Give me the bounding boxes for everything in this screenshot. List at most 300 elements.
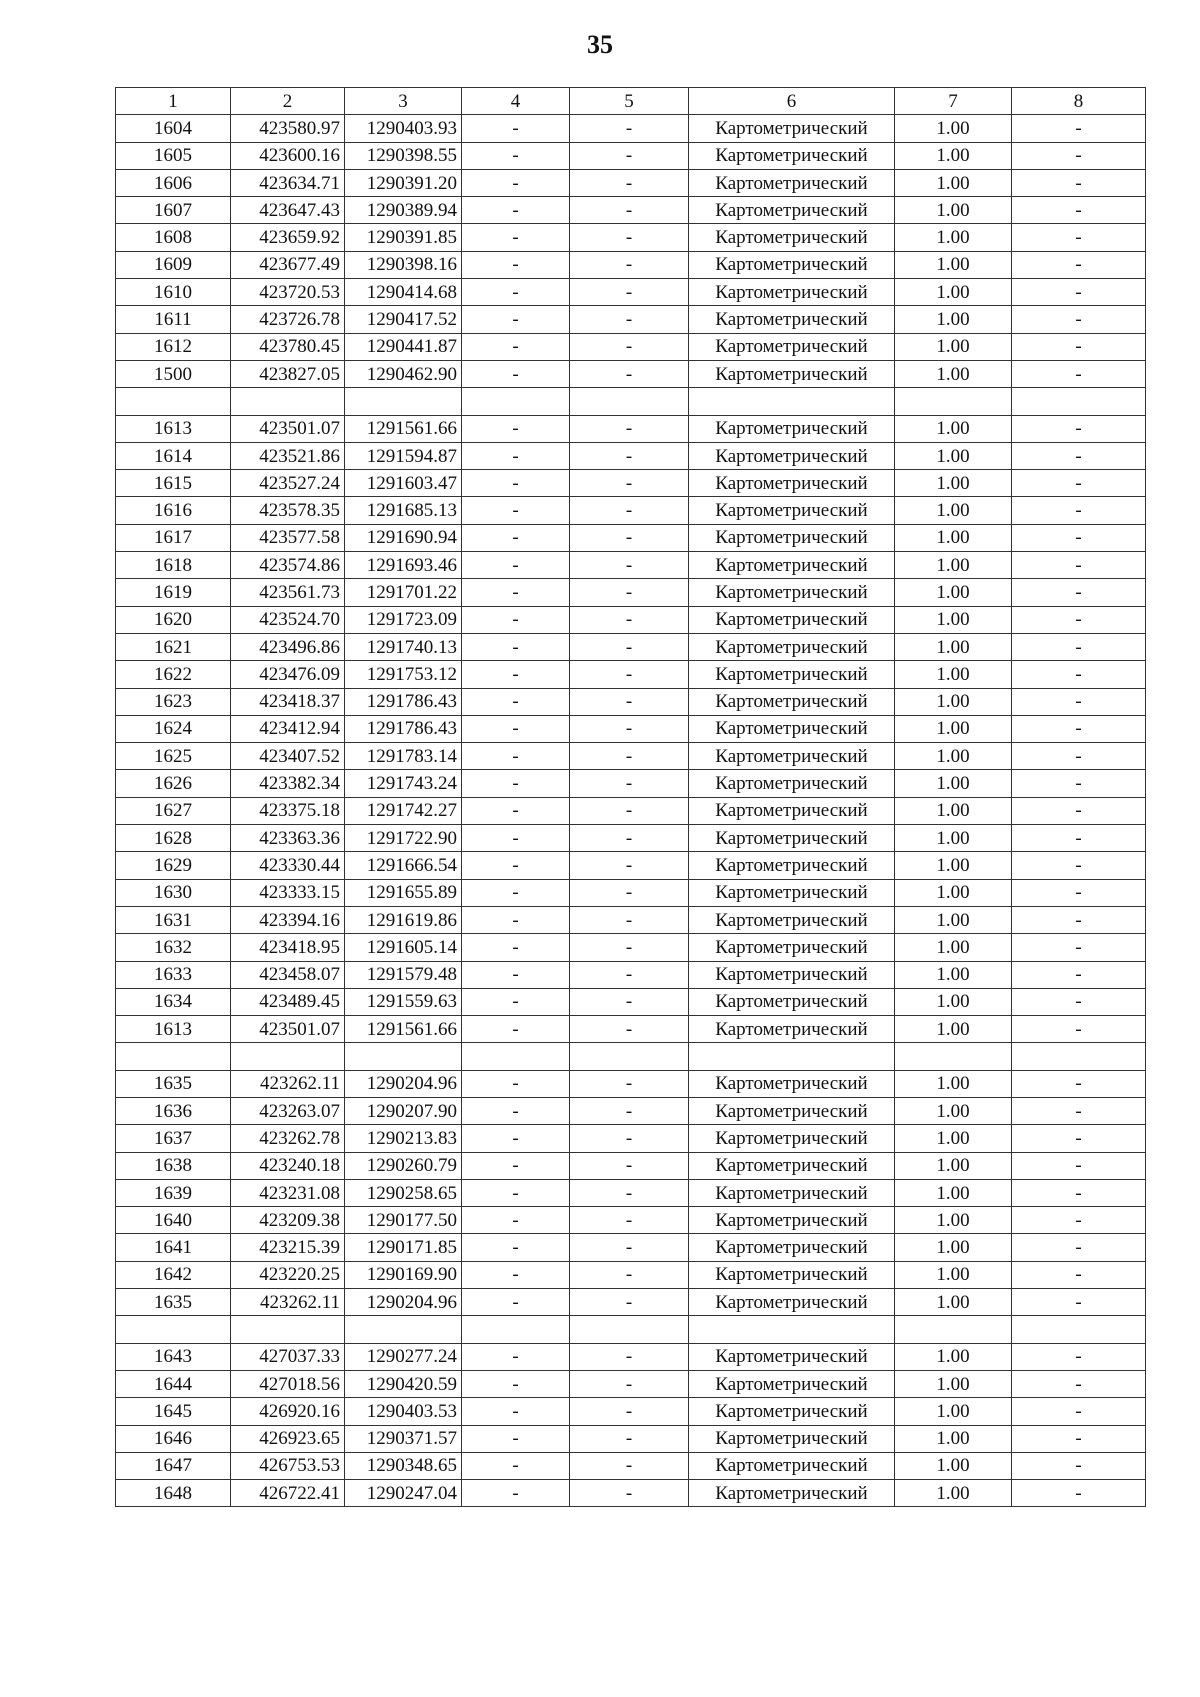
- cell-x-coordinate: 423726.78: [231, 306, 345, 333]
- cell-accuracy: 1.00: [895, 1070, 1012, 1097]
- cell-col-5-value: -: [570, 606, 689, 633]
- cell-y-coordinate: 1290258.65: [345, 1179, 462, 1206]
- cell-accuracy: 1.00: [895, 1398, 1012, 1425]
- cell-col-4-value: -: [462, 770, 570, 797]
- cell-col-4-value: -: [462, 1179, 570, 1206]
- table-row: [116, 934, 1146, 961]
- table-row: [116, 1070, 1146, 1097]
- cell-point-number: 1621: [116, 633, 231, 660]
- cell-col-4-value: -: [462, 1398, 570, 1425]
- cell-col-4-value: -: [462, 1070, 570, 1097]
- cell-col-5-value: -: [570, 825, 689, 852]
- cell-accuracy: 1.00: [895, 743, 1012, 770]
- cell-method: Картометрический: [689, 906, 895, 933]
- cell-col-5-value: -: [570, 715, 689, 742]
- cell-col-5-value: -: [570, 415, 689, 442]
- cell-method: Картометрический: [689, 1425, 895, 1452]
- cell-col-4-value: -: [462, 442, 570, 469]
- cell-x-coordinate: 423209.38: [231, 1207, 345, 1234]
- table-row: [116, 1043, 1146, 1070]
- cell-col-8-value: -: [1012, 1452, 1146, 1479]
- cell-y-coordinate: 1291666.54: [345, 852, 462, 879]
- cell-y-coordinate: [345, 388, 462, 415]
- cell-col-4-value: -: [462, 306, 570, 333]
- cell-col-5-value: -: [570, 1234, 689, 1261]
- cell-col-4-value: -: [462, 606, 570, 633]
- cell-col-8-value: -: [1012, 251, 1146, 278]
- cell-point-number: 1624: [116, 715, 231, 742]
- cell-point-number: 1635: [116, 1070, 231, 1097]
- cell-method: Картометрический: [689, 606, 895, 633]
- table-row: [116, 879, 1146, 906]
- cell-x-coordinate: 423262.11: [231, 1070, 345, 1097]
- cell-accuracy: 1.00: [895, 115, 1012, 142]
- cell-col-4-value: [462, 388, 570, 415]
- cell-y-coordinate: 1290171.85: [345, 1234, 462, 1261]
- cell-x-coordinate: 423574.86: [231, 552, 345, 579]
- cell-col-5-value: -: [570, 743, 689, 770]
- cell-accuracy: 1.00: [895, 1289, 1012, 1316]
- cell-point-number: 1642: [116, 1261, 231, 1288]
- cell-x-coordinate: 423394.16: [231, 906, 345, 933]
- cell-method: Картометрический: [689, 497, 895, 524]
- cell-y-coordinate: 1290391.20: [345, 169, 462, 196]
- cell-method: Картометрический: [689, 169, 895, 196]
- cell-y-coordinate: 1290177.50: [345, 1207, 462, 1234]
- cell-col-4-value: -: [462, 852, 570, 879]
- cell-col-4-value: -: [462, 333, 570, 360]
- cell-point-number: 1605: [116, 142, 231, 169]
- table-row: [116, 579, 1146, 606]
- cell-col-8-value: [1012, 388, 1146, 415]
- cell-point-number: 1609: [116, 251, 231, 278]
- cell-col-5-value: -: [570, 934, 689, 961]
- cell-y-coordinate: 1291723.09: [345, 606, 462, 633]
- cell-col-5-value: -: [570, 470, 689, 497]
- cell-col-8-value: -: [1012, 552, 1146, 579]
- cell-col-5-value: -: [570, 770, 689, 797]
- page-number: 35: [587, 30, 613, 59]
- cell-method: Картометрический: [689, 1125, 895, 1152]
- cell-y-coordinate: 1291753.12: [345, 661, 462, 688]
- cell-point-number: 1614: [116, 442, 231, 469]
- cell-accuracy: 1.00: [895, 961, 1012, 988]
- cell-x-coordinate: 423677.49: [231, 251, 345, 278]
- cell-col-8-value: -: [1012, 961, 1146, 988]
- cell-y-coordinate: 1290277.24: [345, 1343, 462, 1370]
- cell-col-5-value: -: [570, 169, 689, 196]
- cell-col-8-value: -: [1012, 797, 1146, 824]
- cell-accuracy: 1.00: [895, 879, 1012, 906]
- cell-col-4-value: -: [462, 661, 570, 688]
- cell-accuracy: 1.00: [895, 661, 1012, 688]
- cell-y-coordinate: 1290213.83: [345, 1125, 462, 1152]
- cell-col-5-value: -: [570, 1398, 689, 1425]
- table-row: [116, 1316, 1146, 1343]
- cell-point-number: 1625: [116, 743, 231, 770]
- cell-col-4-value: [462, 1043, 570, 1070]
- cell-point-number: 1615: [116, 470, 231, 497]
- header-col-6: 6: [689, 88, 895, 115]
- table-row: [116, 169, 1146, 196]
- cell-col-4-value: -: [462, 415, 570, 442]
- cell-method: Картометрический: [689, 633, 895, 660]
- cell-method: Картометрический: [689, 524, 895, 551]
- table-row: [116, 906, 1146, 933]
- table-row: [116, 988, 1146, 1015]
- cell-col-5-value: [570, 1043, 689, 1070]
- cell-col-8-value: -: [1012, 197, 1146, 224]
- table-row: [116, 552, 1146, 579]
- cell-col-5-value: -: [570, 360, 689, 387]
- cell-method: Картометрический: [689, 1234, 895, 1261]
- cell-col-5-value: -: [570, 661, 689, 688]
- cell-col-8-value: -: [1012, 852, 1146, 879]
- cell-accuracy: 1.00: [895, 770, 1012, 797]
- cell-method: Картометрический: [689, 1016, 895, 1043]
- cell-col-5-value: -: [570, 1207, 689, 1234]
- cell-method: Картометрический: [689, 1070, 895, 1097]
- cell-col-4-value: -: [462, 715, 570, 742]
- cell-col-4-value: -: [462, 1370, 570, 1397]
- cell-point-number: 1634: [116, 988, 231, 1015]
- cell-method: Картометрический: [689, 579, 895, 606]
- table-row: [116, 197, 1146, 224]
- cell-col-4-value: -: [462, 1016, 570, 1043]
- cell-accuracy: 1.00: [895, 1370, 1012, 1397]
- cell-point-number: 1645: [116, 1398, 231, 1425]
- cell-method: [689, 1043, 895, 1070]
- cell-col-8-value: -: [1012, 825, 1146, 852]
- cell-x-coordinate: [231, 1316, 345, 1343]
- cell-x-coordinate: 423382.34: [231, 770, 345, 797]
- table-row: [116, 524, 1146, 551]
- table-row: [116, 1207, 1146, 1234]
- cell-accuracy: 1.00: [895, 415, 1012, 442]
- cell-y-coordinate: 1290207.90: [345, 1097, 462, 1124]
- cell-col-8-value: -: [1012, 1097, 1146, 1124]
- cell-accuracy: 1.00: [895, 1480, 1012, 1507]
- cell-method: Картометрический: [689, 825, 895, 852]
- cell-point-number: 1623: [116, 688, 231, 715]
- cell-col-5-value: -: [570, 1152, 689, 1179]
- cell-col-4-value: -: [462, 879, 570, 906]
- cell-point-number: 1647: [116, 1452, 231, 1479]
- cell-col-4-value: -: [462, 688, 570, 715]
- cell-y-coordinate: 1291786.43: [345, 715, 462, 742]
- cell-col-5-value: -: [570, 1179, 689, 1206]
- cell-col-4-value: -: [462, 825, 570, 852]
- cell-x-coordinate: 423458.07: [231, 961, 345, 988]
- cell-col-4-value: -: [462, 169, 570, 196]
- cell-col-5-value: -: [570, 633, 689, 660]
- header-col-4: 4: [462, 88, 570, 115]
- cell-x-coordinate: 423262.78: [231, 1125, 345, 1152]
- cell-col-8-value: -: [1012, 1152, 1146, 1179]
- cell-accuracy: 1.00: [895, 1125, 1012, 1152]
- table-row: [116, 852, 1146, 879]
- cell-point-number: 1636: [116, 1097, 231, 1124]
- cell-accuracy: 1.00: [895, 1425, 1012, 1452]
- cell-accuracy: 1.00: [895, 852, 1012, 879]
- cell-x-coordinate: 426920.16: [231, 1398, 345, 1425]
- table-row: [116, 1452, 1146, 1479]
- cell-x-coordinate: [231, 388, 345, 415]
- cell-accuracy: 1.00: [895, 279, 1012, 306]
- cell-col-4-value: -: [462, 1234, 570, 1261]
- cell-col-4-value: -: [462, 224, 570, 251]
- cell-col-4-value: -: [462, 906, 570, 933]
- cell-point-number: 1643: [116, 1343, 231, 1370]
- cell-col-4-value: -: [462, 797, 570, 824]
- cell-col-8-value: -: [1012, 1234, 1146, 1261]
- cell-col-4-value: -: [462, 743, 570, 770]
- cell-x-coordinate: 423501.07: [231, 1016, 345, 1043]
- cell-y-coordinate: 1291742.27: [345, 797, 462, 824]
- cell-col-4-value: -: [462, 579, 570, 606]
- cell-col-4-value: -: [462, 934, 570, 961]
- cell-accuracy: 1.00: [895, 1343, 1012, 1370]
- table-row: [116, 688, 1146, 715]
- cell-point-number: 1610: [116, 279, 231, 306]
- table-row: [116, 115, 1146, 142]
- cell-y-coordinate: [345, 1316, 462, 1343]
- cell-col-5-value: -: [570, 197, 689, 224]
- cell-point-number: 1626: [116, 770, 231, 797]
- cell-method: Картометрический: [689, 852, 895, 879]
- cell-method: Картометрический: [689, 142, 895, 169]
- table-row: [116, 961, 1146, 988]
- cell-col-8-value: -: [1012, 661, 1146, 688]
- table-row: [116, 1179, 1146, 1206]
- cell-col-5-value: -: [570, 579, 689, 606]
- cell-accuracy: 1.00: [895, 1179, 1012, 1206]
- cell-y-coordinate: 1290391.85: [345, 224, 462, 251]
- cell-accuracy: 1.00: [895, 142, 1012, 169]
- cell-y-coordinate: 1291740.13: [345, 633, 462, 660]
- cell-y-coordinate: 1291561.66: [345, 1016, 462, 1043]
- cell-col-5-value: -: [570, 1097, 689, 1124]
- cell-accuracy: 1.00: [895, 579, 1012, 606]
- cell-col-8-value: -: [1012, 442, 1146, 469]
- cell-method: Картометрический: [689, 770, 895, 797]
- cell-x-coordinate: 423240.18: [231, 1152, 345, 1179]
- cell-col-8-value: -: [1012, 1480, 1146, 1507]
- cell-col-5-value: -: [570, 852, 689, 879]
- cell-col-8-value: -: [1012, 279, 1146, 306]
- cell-accuracy: 1.00: [895, 1261, 1012, 1288]
- cell-x-coordinate: 423600.16: [231, 142, 345, 169]
- cell-col-5-value: -: [570, 524, 689, 551]
- cell-y-coordinate: 1291605.14: [345, 934, 462, 961]
- cell-y-coordinate: 1291693.46: [345, 552, 462, 579]
- cell-col-5-value: -: [570, 1370, 689, 1397]
- table-row: [116, 333, 1146, 360]
- cell-col-8-value: -: [1012, 715, 1146, 742]
- cell-accuracy: 1.00: [895, 224, 1012, 251]
- cell-col-4-value: -: [462, 633, 570, 660]
- cell-accuracy: 1.00: [895, 1452, 1012, 1479]
- table-row: [116, 770, 1146, 797]
- table-row: [116, 633, 1146, 660]
- cell-col-5-value: -: [570, 906, 689, 933]
- cell-x-coordinate: 423577.58: [231, 524, 345, 551]
- cell-col-5-value: -: [570, 333, 689, 360]
- cell-accuracy: 1.00: [895, 715, 1012, 742]
- cell-x-coordinate: 426923.65: [231, 1425, 345, 1452]
- cell-col-5-value: [570, 1316, 689, 1343]
- cell-y-coordinate: 1290169.90: [345, 1261, 462, 1288]
- cell-accuracy: 1.00: [895, 906, 1012, 933]
- cell-y-coordinate: 1290403.93: [345, 115, 462, 142]
- cell-point-number: 1633: [116, 961, 231, 988]
- table-row: [116, 661, 1146, 688]
- cell-col-5-value: -: [570, 1343, 689, 1370]
- cell-x-coordinate: 426722.41: [231, 1480, 345, 1507]
- header-col-3: 3: [345, 88, 462, 115]
- cell-col-8-value: -: [1012, 360, 1146, 387]
- cell-y-coordinate: 1290398.16: [345, 251, 462, 278]
- cell-x-coordinate: 423521.86: [231, 442, 345, 469]
- cell-col-8-value: [1012, 1316, 1146, 1343]
- cell-method: Картометрический: [689, 552, 895, 579]
- cell-x-coordinate: 423780.45: [231, 333, 345, 360]
- cell-x-coordinate: 423659.92: [231, 224, 345, 251]
- cell-accuracy: 1.00: [895, 360, 1012, 387]
- cell-col-8-value: -: [1012, 1016, 1146, 1043]
- cell-y-coordinate: 1290204.96: [345, 1070, 462, 1097]
- cell-accuracy: 1.00: [895, 1234, 1012, 1261]
- cell-x-coordinate: 423231.08: [231, 1179, 345, 1206]
- cell-method: Картометрический: [689, 743, 895, 770]
- cell-y-coordinate: 1291701.22: [345, 579, 462, 606]
- cell-method: Картометрический: [689, 279, 895, 306]
- cell-col-8-value: -: [1012, 1261, 1146, 1288]
- cell-col-4-value: -: [462, 497, 570, 524]
- cell-point-number: 1613: [116, 415, 231, 442]
- cell-col-8-value: -: [1012, 115, 1146, 142]
- cell-point-number: 1641: [116, 1234, 231, 1261]
- cell-col-8-value: -: [1012, 1425, 1146, 1452]
- cell-col-4-value: -: [462, 1452, 570, 1479]
- table-row: [116, 1425, 1146, 1452]
- cell-point-number: 1612: [116, 333, 231, 360]
- cell-y-coordinate: 1291559.63: [345, 988, 462, 1015]
- cell-accuracy: 1.00: [895, 470, 1012, 497]
- cell-col-4-value: -: [462, 552, 570, 579]
- header-col-5: 5: [570, 88, 689, 115]
- cell-x-coordinate: 423476.09: [231, 661, 345, 688]
- cell-method: Картометрический: [689, 1289, 895, 1316]
- cell-method: Картометрический: [689, 1452, 895, 1479]
- cell-point-number: 1627: [116, 797, 231, 824]
- cell-col-5-value: -: [570, 1480, 689, 1507]
- cell-method: Картометрический: [689, 1152, 895, 1179]
- cell-y-coordinate: 1291690.94: [345, 524, 462, 551]
- cell-accuracy: 1.00: [895, 197, 1012, 224]
- cell-col-8-value: -: [1012, 633, 1146, 660]
- cell-point-number: 1635: [116, 1289, 231, 1316]
- cell-accuracy: 1.00: [895, 524, 1012, 551]
- cell-col-5-value: -: [570, 1016, 689, 1043]
- cell-point-number: 1616: [116, 497, 231, 524]
- cell-accuracy: 1.00: [895, 825, 1012, 852]
- cell-x-coordinate: 423363.36: [231, 825, 345, 852]
- cell-col-4-value: -: [462, 1425, 570, 1452]
- cell-x-coordinate: 423496.86: [231, 633, 345, 660]
- cell-x-coordinate: 423634.71: [231, 169, 345, 196]
- coordinates-table: [115, 87, 1146, 1507]
- cell-x-coordinate: 423407.52: [231, 743, 345, 770]
- cell-x-coordinate: 423418.95: [231, 934, 345, 961]
- cell-y-coordinate: 1290420.59: [345, 1370, 462, 1397]
- cell-x-coordinate: [231, 1043, 345, 1070]
- cell-point-number: 1606: [116, 169, 231, 196]
- cell-col-4-value: [462, 1316, 570, 1343]
- cell-accuracy: 1.00: [895, 934, 1012, 961]
- cell-point-number: 1613: [116, 1016, 231, 1043]
- cell-method: Картометрический: [689, 961, 895, 988]
- cell-col-5-value: -: [570, 1125, 689, 1152]
- table-row: [116, 142, 1146, 169]
- cell-method: Картометрический: [689, 251, 895, 278]
- cell-accuracy: 1.00: [895, 251, 1012, 278]
- cell-method: Картометрический: [689, 197, 895, 224]
- cell-point-number: [116, 1316, 231, 1343]
- table-row: [116, 1097, 1146, 1124]
- cell-x-coordinate: 423333.15: [231, 879, 345, 906]
- cell-col-5-value: -: [570, 142, 689, 169]
- cell-point-number: 1639: [116, 1179, 231, 1206]
- cell-x-coordinate: 423412.94: [231, 715, 345, 742]
- cell-col-8-value: -: [1012, 688, 1146, 715]
- cell-method: Картометрический: [689, 1398, 895, 1425]
- cell-x-coordinate: 423375.18: [231, 797, 345, 824]
- cell-method: Картометрический: [689, 333, 895, 360]
- cell-y-coordinate: 1291722.90: [345, 825, 462, 852]
- cell-col-5-value: -: [570, 115, 689, 142]
- cell-col-4-value: -: [462, 524, 570, 551]
- cell-accuracy: 1.00: [895, 1097, 1012, 1124]
- cell-accuracy: 1.00: [895, 497, 1012, 524]
- cell-method: Картометрический: [689, 1343, 895, 1370]
- cell-method: Картометрический: [689, 661, 895, 688]
- cell-method: Картометрический: [689, 306, 895, 333]
- cell-x-coordinate: 423215.39: [231, 1234, 345, 1261]
- table-row: [116, 1016, 1146, 1043]
- table-body: [116, 115, 1146, 1507]
- cell-x-coordinate: 423578.35: [231, 497, 345, 524]
- cell-x-coordinate: 423262.11: [231, 1289, 345, 1316]
- cell-col-5-value: -: [570, 224, 689, 251]
- cell-y-coordinate: 1291594.87: [345, 442, 462, 469]
- cell-y-coordinate: 1290462.90: [345, 360, 462, 387]
- cell-point-number: 1620: [116, 606, 231, 633]
- cell-col-4-value: -: [462, 1289, 570, 1316]
- cell-point-number: 1632: [116, 934, 231, 961]
- cell-point-number: 1608: [116, 224, 231, 251]
- table-row: [116, 1343, 1146, 1370]
- cell-col-5-value: -: [570, 879, 689, 906]
- cell-col-8-value: -: [1012, 306, 1146, 333]
- cell-method: Картометрический: [689, 442, 895, 469]
- cell-x-coordinate: 423524.70: [231, 606, 345, 633]
- cell-point-number: 1629: [116, 852, 231, 879]
- cell-y-coordinate: 1291783.14: [345, 743, 462, 770]
- cell-y-coordinate: 1291603.47: [345, 470, 462, 497]
- cell-col-5-value: -: [570, 961, 689, 988]
- table-row: [116, 1289, 1146, 1316]
